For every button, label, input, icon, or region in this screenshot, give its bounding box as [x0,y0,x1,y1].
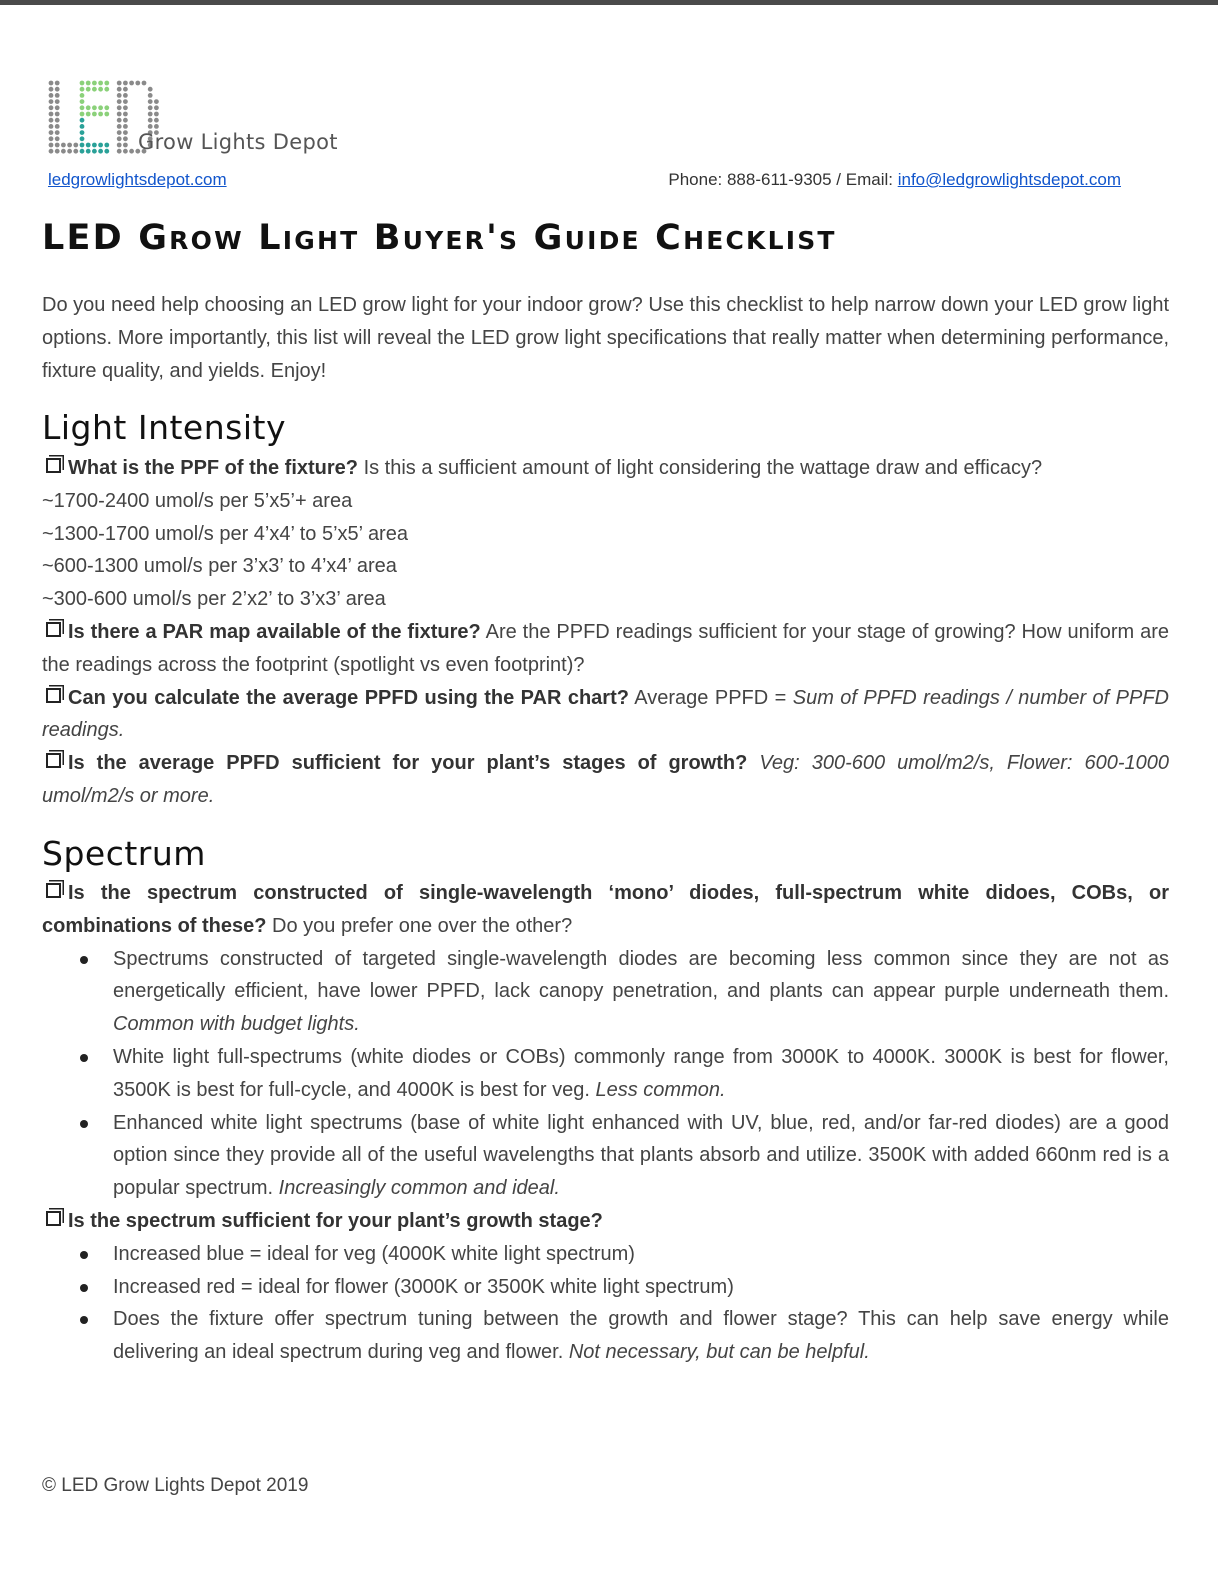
logo-dot [135,81,140,86]
logo-dot [104,149,109,154]
footer-copyright: © LED Grow Lights Depot 2019 [42,1475,309,1496]
logo-dot [55,81,60,86]
logo-dot [123,143,128,148]
logo-text: Grow Lights Depot [138,130,338,154]
logo-dot [129,149,134,154]
logo-dot [154,99,159,104]
logo-dot [80,93,85,98]
logo-dot [49,99,54,104]
logo-dot [92,143,97,148]
company-logo [48,80,348,160]
logo-dot [117,99,122,104]
logo-dot [73,149,78,154]
logo-dot [67,143,72,148]
logo-dot [49,112,54,117]
logo-dot [98,149,103,154]
logo-dot [123,112,128,117]
logo-dot [80,124,85,129]
question-text: Are the PPFD readings sufficient for your stage of growing? How uniform are the readings across the footprint (spotlight vs even footprint)? [42,620,1169,676]
logo-dot [49,136,54,141]
light-intensity-checklist [42,452,1169,813]
logo-dot [80,149,85,154]
logo-dot [92,112,97,117]
question-bold: Is there a PAR map available of the fixture? [68,620,481,643]
bullet-note: Not necessary, but can be helpful. [568,1341,870,1364]
logo-dot [86,149,91,154]
checklist-item [42,1205,1169,1238]
logo-dot [148,93,153,98]
logo-dot [98,143,103,148]
logo-dot [49,93,54,98]
logo-dot [92,149,97,154]
contact-line [48,170,1121,194]
logo-dot [55,87,60,92]
spectrum-checklist [42,877,1169,1369]
logo-dot [80,143,85,148]
checkbox-icon [46,622,61,637]
bullet-note: Common with budget lights. [113,1013,360,1036]
checklist-item [42,452,1169,485]
logo-dot [61,149,66,154]
logo-dot [67,149,72,154]
logo-dot [154,118,159,123]
logo-dot [148,99,153,104]
logo-dot [148,105,153,110]
logo-dot [49,124,54,129]
logo-dot [55,143,60,148]
section-heading-spectrum: Spectrum [42,834,206,873]
bullet-text: Increased red = ideal for flower (3000K or 3500K white light spectrum) [113,1275,734,1298]
logo-dot [49,81,54,86]
logo-dot [80,118,85,123]
logo-dot [129,81,134,86]
ppf-range: ~1300-1700 umol/s per 4’x4’ to 5’x5’ area [42,522,408,545]
logo-dot [123,130,128,135]
checklist-item [42,747,1169,813]
list-item [113,943,1169,1041]
logo-dot [154,124,159,129]
checkbox-icon [46,753,61,768]
logo-dot [86,81,91,86]
logo-dot [104,112,109,117]
logo-dot [117,136,122,141]
logo-dot [49,87,54,92]
question-text: Do you prefer one over the other? [266,914,573,937]
logo-dot [80,87,85,92]
logo-dot [117,112,122,117]
logo-dot [98,105,103,110]
logo-dot [104,81,109,86]
logo-dot [154,105,159,110]
top-border [0,0,1218,5]
logo-dot [148,118,153,123]
logo-dot [117,130,122,135]
section-heading-light-intensity: Light Intensity [42,408,286,447]
logo-dot [86,143,91,148]
logo-dot [55,118,60,123]
logo-dot [148,124,153,129]
bullet-text: Does the fixture offer spectrum tuning between the growth and flower stage? This can help save energy while delivering an ideal spectrum during veg and flower. [113,1308,1169,1364]
logo-dot [142,81,147,86]
logo-dot [61,143,66,148]
email-link[interactable]: info@ledgrowlightsdepot.com [897,170,1121,189]
logo-dot [55,99,60,104]
checkbox-icon [46,883,61,898]
bullet-icon [80,956,88,964]
list-item [113,1041,1169,1107]
logo-dot [49,130,54,135]
logo-dot [117,149,122,154]
list-item [113,1271,1169,1304]
contact-info [668,170,1121,190]
bullet-text: Spectrums constructed of targeted single-wavelength diodes are becoming less common since they are not as energetically efficient, have lower PPFD, lack canopy penetration, and plants can appear purple underneath them. [113,947,1169,1003]
logo-dot [123,105,128,110]
bullet-text: Increased blue = ideal for veg (4000K white light spectrum) [113,1242,635,1265]
logo-dot [123,81,128,86]
logo-dot [55,105,60,110]
bullet-icon [80,1120,88,1128]
question-text: Is this a sufficient amount of light considering the wattage draw and efficacy? [358,457,1043,479]
logo-dot [86,105,91,110]
checkbox-icon [46,688,61,703]
logo-dot [104,143,109,148]
logo-dot [49,105,54,110]
logo-dot [55,149,60,154]
logo-dot [55,93,60,98]
logo-dot [80,112,85,117]
logo-dot [148,112,153,117]
list-item [113,1107,1169,1205]
logo-dot [104,105,109,110]
question-bold: Can you calculate the average PPFD using the PAR chart? [68,686,629,709]
checkbox-icon [46,1211,61,1226]
question-bold: Is the spectrum sufficient for your plant’s growth stage? [68,1209,603,1232]
bullet-text: Enhanced white light spectrums (base of white light enhanced with UV, blue, red, and/or far-red diodes) are a good option since they provide all of the useful wavelengths that plants absorb and utilize. 3500K with added 660nm red is a popular spectrum. [113,1111,1169,1200]
bullet-note: Increasingly common and ideal. [278,1177,560,1200]
ppfd-targets: Veg: 300-600 umol/m2/s, Flower: 600-1000 umol/m2/s or more. [42,752,1169,807]
logo-dot [92,81,97,86]
logo-dot [86,87,91,92]
intro-paragraph: Do you need help choosing an LED grow light for your indoor grow? Use this checklist to help narrow down your LED grow light options. More importantly, this list will reveal the LED grow light specifications that really matter when determining performance, fixture quality, and yields. Enjoy! [42,294,1169,382]
logo-dot [49,143,54,148]
phone-email-label: Phone: 888-611-9305 / Email: [668,170,898,189]
formula-text: Sum of PPFD readings / number of PPFD readings. [42,686,1169,742]
bullet-list [42,1238,1169,1369]
logo-dot [117,81,122,86]
logo-dot [86,112,91,117]
question-text: Average PPFD = [628,686,793,709]
page-title: LED Grow Light Buyer's Guide Checklist [42,218,837,258]
logo-dot [80,99,85,104]
logo-dot [117,124,122,129]
ppf-range: ~600-1300 umol/s per 3’x3’ to 4’x4’ area [42,555,397,578]
logo-dot [117,87,122,92]
ppf-range: ~300-600 umol/s per 2’x2’ to 3’x3’ area [42,588,386,611]
list-item [113,1303,1169,1369]
logo-dot [98,87,103,92]
logo-dot [55,112,60,117]
checkbox-icon [46,458,61,473]
question-bold: Is the spectrum constructed of single-wavelength ‘mono’ diodes, full-spectrum white didoes, COBs, or combinations of these? [42,882,1169,937]
logo-dot [123,99,128,104]
logo-dot [49,149,54,154]
logo-dot [148,87,153,92]
question-bold: What is the PPF of the fixture? [68,457,359,479]
checklist-item [42,877,1169,943]
logo-dot [117,93,122,98]
logo-dot [55,130,60,135]
logo-dot [80,105,85,110]
logo-dot [73,143,78,148]
logo-dot [80,136,85,141]
logo-dot [55,136,60,141]
logo-dot [154,112,159,117]
list-item [113,1238,1169,1271]
logo-dot [80,81,85,86]
logo-dot [117,143,122,148]
bullet-icon [80,1251,88,1259]
website-link[interactable]: ledgrowlightsdepot.com [48,170,227,189]
logo-dot [55,124,60,129]
logo-dot [98,81,103,86]
logo-dot [104,87,109,92]
checklist-item [42,616,1169,682]
bullet-icon [80,1316,88,1324]
bullet-list [42,943,1169,1205]
logo-dot [123,87,128,92]
bullet-icon [80,1054,88,1062]
logo-dot [92,87,97,92]
logo-dot [123,118,128,123]
question-bold: Is the average PPFD sufficient for your plant’s stages of growth? [68,752,748,775]
logo-dot [117,118,122,123]
checklist-item [42,682,1169,748]
logo-dot [123,124,128,129]
logo-dot [92,105,97,110]
logo-dot [123,136,128,141]
bullet-text: White light full-spectrums (white diodes or COBs) commonly range from 3000K to 4000K. 3000K is best for flower, 3500K is best for full-cycle, and 4000K is best for veg. [113,1045,1169,1101]
logo-dot [49,118,54,123]
bullet-icon [80,1284,88,1292]
logo-dot [123,93,128,98]
logo-dot [123,149,128,154]
logo-dot [117,105,122,110]
logo-dot [98,112,103,117]
bullet-note: Less common. [595,1078,726,1101]
logo-dot [80,130,85,135]
ppf-range: ~1700-2400 umol/s per 5’x5’+ area [42,489,353,512]
